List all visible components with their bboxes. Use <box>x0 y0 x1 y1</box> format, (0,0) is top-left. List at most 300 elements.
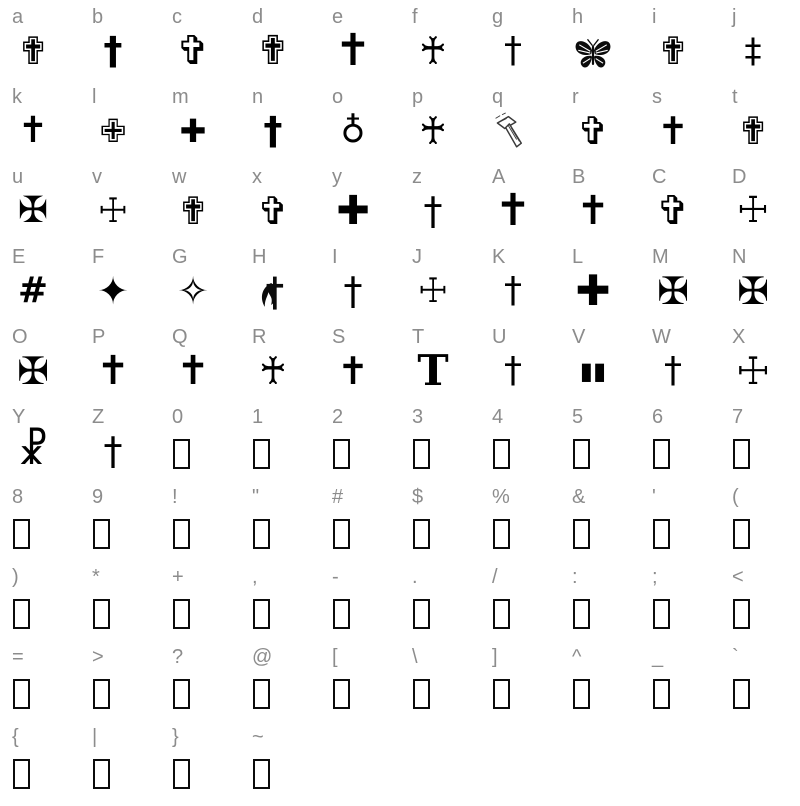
character-label: y <box>332 166 342 188</box>
character-label: 8 <box>12 486 24 508</box>
glyph-cell-66[interactable] <box>490 486 570 566</box>
missing-glyph <box>170 748 216 798</box>
outline-flared-serif-cross: ✟ <box>256 28 290 74</box>
missing-glyph-box <box>253 599 270 629</box>
character-label: . <box>412 566 418 588</box>
missing-glyph <box>730 668 776 718</box>
missing-glyph-box <box>413 439 430 469</box>
star-point-outline-cross: ✧ <box>177 269 209 313</box>
glyph-cell-64[interactable] <box>330 486 410 566</box>
glyph-cell-35[interactable] <box>410 246 490 326</box>
glyph-cell-33[interactable] <box>250 246 330 326</box>
character-label: ] <box>492 646 498 668</box>
character-label: $ <box>412 486 424 508</box>
character-label: Y <box>12 406 26 428</box>
missing-glyph-box <box>573 439 590 469</box>
glyph-cell-71[interactable] <box>90 566 170 646</box>
character-label: s <box>652 86 662 108</box>
cross-with-orb: ♁ <box>340 111 366 151</box>
glyph-cell-62[interactable] <box>170 486 250 566</box>
glyph-cell-45[interactable] <box>410 326 490 406</box>
character-label: 0 <box>172 406 184 428</box>
glyph-cell-27[interactable] <box>570 166 650 246</box>
character-label: ? <box>172 646 184 668</box>
textured-budded-cross: ✞ <box>176 28 210 74</box>
missing-glyph-box <box>653 519 670 549</box>
character-label: @ <box>252 646 273 668</box>
glyph-cell-74[interactable] <box>330 566 410 646</box>
rounded-pattee-cross: ✠ <box>17 349 49 393</box>
glyph-cell-49[interactable] <box>730 326 800 406</box>
character-label: ; <box>652 566 658 588</box>
character-label: u <box>12 166 24 188</box>
glyph-cell-36[interactable] <box>490 246 570 326</box>
thorn-cross: † <box>504 270 522 311</box>
character-label: L <box>572 246 584 268</box>
missing-glyph <box>170 508 216 558</box>
missing-glyph <box>410 428 456 478</box>
star-point-cross: ✦ <box>97 269 129 313</box>
glyph-cell-73[interactable] <box>250 566 330 646</box>
missing-glyph-box <box>13 599 30 629</box>
glyph-cell-79[interactable] <box>730 566 800 646</box>
character-label: Z <box>92 406 105 428</box>
character-label: m <box>172 86 189 108</box>
character-label: ! <box>172 486 178 508</box>
character-label: : <box>572 566 578 588</box>
glyph-cell-8[interactable] <box>650 6 730 86</box>
glyph-cell-21[interactable] <box>90 166 170 246</box>
missing-glyph-box <box>733 519 750 549</box>
missing-glyph <box>10 588 56 638</box>
missing-glyph <box>330 588 376 638</box>
glyph-cell-89[interactable] <box>730 646 800 726</box>
character-label: 9 <box>92 486 104 508</box>
missing-glyph <box>490 588 536 638</box>
glyph-cell-46[interactable] <box>490 326 570 406</box>
character-label: w <box>172 166 187 188</box>
character-label: o <box>332 86 344 108</box>
glyph-cell-39[interactable] <box>730 246 800 326</box>
glyph-cell-29[interactable] <box>730 166 800 246</box>
character-label: N <box>732 246 747 268</box>
character-label: j <box>732 6 737 28</box>
glyph-cell-19[interactable] <box>730 86 800 166</box>
missing-glyph-box <box>413 679 430 709</box>
glyph-cell-0[interactable] <box>10 6 90 86</box>
glyph-cell-22[interactable] <box>170 166 250 246</box>
character-label: n <box>252 86 264 108</box>
character-label: q <box>492 86 504 108</box>
shaded-outline-cross: ✞ <box>577 109 609 153</box>
missing-glyph <box>570 668 616 718</box>
character-label: ' <box>652 486 656 508</box>
missing-glyph-box <box>333 599 350 629</box>
character-label: r <box>572 86 579 108</box>
character-label: ( <box>732 486 739 508</box>
character-label: W <box>652 326 671 348</box>
glyph-cell-57[interactable] <box>570 406 650 486</box>
missing-glyph-box <box>573 519 590 549</box>
missing-glyph-box <box>253 759 270 789</box>
missing-glyph <box>10 668 56 718</box>
character-label: l <box>92 86 97 108</box>
outline-rounded-cross: ✟ <box>657 29 689 73</box>
cross-on-plinth: ♰ <box>418 109 448 153</box>
glyph-cell-69[interactable] <box>730 486 800 566</box>
glyph-cell-38[interactable] <box>650 246 730 326</box>
missing-glyph <box>250 428 296 478</box>
missing-glyph-box <box>253 679 270 709</box>
glyph-cell-41[interactable] <box>90 326 170 406</box>
missing-glyph-box <box>653 599 670 629</box>
glyph-cell-60[interactable] <box>10 486 90 566</box>
hammer-sketch-icon <box>490 108 536 158</box>
missing-glyph <box>250 508 296 558</box>
character-label: 3 <box>412 406 424 428</box>
glyph-cell-16[interactable] <box>490 86 570 166</box>
striped-greek-cross: ✚ <box>179 112 207 150</box>
thin-patriarchal-cross: ‡ <box>744 31 762 71</box>
missing-glyph <box>650 508 696 558</box>
glyph-cell-1[interactable] <box>90 6 170 86</box>
missing-glyph <box>490 508 536 558</box>
missing-glyph <box>490 428 536 478</box>
character-label: > <box>92 646 104 668</box>
character-label: ` <box>732 646 739 668</box>
glyph-cell-75[interactable] <box>410 566 490 646</box>
glyph-cell-93[interactable] <box>250 726 330 806</box>
glyph-cell-31[interactable] <box>90 246 170 326</box>
cross-pattee-round: ✠ <box>737 269 769 313</box>
glyph-cell-10[interactable] <box>10 86 90 166</box>
glyph-cell-78[interactable] <box>650 566 730 646</box>
glyph-cell-44[interactable] <box>330 326 410 406</box>
glyph-cell-26[interactable] <box>490 166 570 246</box>
character-label: d <box>252 6 264 28</box>
character-label: V <box>572 326 586 348</box>
character-label: h <box>572 6 584 28</box>
missing-glyph <box>330 508 376 558</box>
missing-glyph <box>330 668 376 718</box>
pointed-tip-cross: ✝ <box>17 110 49 151</box>
character-label: O <box>12 326 28 348</box>
glyph-cell-50[interactable] <box>10 406 90 486</box>
character-label: f <box>412 6 418 28</box>
missing-glyph <box>730 588 776 638</box>
solid-quadrifoil-cross: ✚ <box>336 188 370 234</box>
character-label: \ <box>412 646 418 668</box>
glyph-cell-84[interactable] <box>330 646 410 726</box>
rounded-solid-cross: ✝ <box>337 349 369 393</box>
heavy-block-cross: ✚ <box>575 266 611 315</box>
slender-cross-flared-base: † <box>103 29 123 73</box>
character-label: 1 <box>252 406 264 428</box>
glyph-cell-85[interactable] <box>410 646 490 726</box>
cross-teardrop-base: ♰ <box>418 29 448 73</box>
glyph-cell-42[interactable] <box>170 326 250 406</box>
character-label: g <box>492 6 504 28</box>
character-label: % <box>492 486 510 508</box>
glyph-cell-70[interactable] <box>10 566 90 646</box>
missing-glyph-box <box>253 439 270 469</box>
flared-base-cross: ♰ <box>258 349 288 393</box>
chi-rho: ☧ <box>17 428 49 474</box>
character-label: R <box>252 326 267 348</box>
glyph-cell-51[interactable] <box>90 406 170 486</box>
budded-thin-cross: † <box>664 350 682 391</box>
glyph-cell-55[interactable] <box>410 406 490 486</box>
methodist-cross-and-flame-icon <box>250 268 296 318</box>
glyph-cell-2[interactable] <box>170 6 250 86</box>
character-label: { <box>12 726 19 748</box>
butterfly-icon <box>570 28 616 78</box>
missing-glyph <box>250 588 296 638</box>
character-label: S <box>332 326 346 348</box>
character-label: M <box>652 246 669 268</box>
missing-glyph <box>730 508 776 558</box>
glyph-cell-80[interactable] <box>10 646 90 726</box>
character-label: K <box>492 246 506 268</box>
outline-latin-cross: ✟ <box>177 189 209 233</box>
character-label: 4 <box>492 406 504 428</box>
dashed-slim-cross: † <box>504 30 522 71</box>
missing-glyph <box>90 588 136 638</box>
glyph-cell-17[interactable] <box>570 86 650 166</box>
character-label: p <box>412 86 424 108</box>
character-label: / <box>492 566 498 588</box>
character-label: b <box>92 6 104 28</box>
glyph-cell-3[interactable] <box>250 6 330 86</box>
glyph-cell-83[interactable] <box>250 646 330 726</box>
character-label: C <box>652 166 667 188</box>
cross-with-heart: † <box>263 109 283 153</box>
methodist-icon <box>251 272 295 316</box>
hammer-icon <box>491 112 535 156</box>
diamond-center-cross: ✝ <box>657 109 689 153</box>
missing-glyph-box <box>653 439 670 469</box>
glyph-cell-14[interactable] <box>330 86 410 166</box>
missing-glyph <box>730 428 776 478</box>
missing-glyph-box <box>173 439 190 469</box>
character-label: + <box>172 566 184 588</box>
glyph-cell-61[interactable] <box>90 486 170 566</box>
glyph-cell-43[interactable] <box>250 326 330 406</box>
glyph-cell-59[interactable] <box>730 406 800 486</box>
cross-crosslet: ☩ <box>417 271 449 311</box>
glyph-cell-5[interactable] <box>410 6 490 86</box>
character-label: H <box>252 246 267 268</box>
glyph-cell-32[interactable] <box>170 246 250 326</box>
slim-dagger-cross: † <box>103 429 123 473</box>
ball-tip-cross: † <box>504 350 522 391</box>
glyph-cell-63[interactable] <box>250 486 330 566</box>
missing-glyph-box <box>173 759 190 789</box>
missing-glyph <box>10 748 56 798</box>
character-label: , <box>252 566 258 588</box>
missing-glyph <box>650 668 696 718</box>
character-label: t <box>732 86 738 108</box>
glyph-cell-77[interactable] <box>570 566 650 646</box>
lattice-cross: # <box>17 270 49 311</box>
glyph-cell-23[interactable] <box>250 166 330 246</box>
character-label: & <box>572 486 586 508</box>
glyph-cell-90[interactable] <box>10 726 90 806</box>
character-label: T <box>412 326 425 348</box>
missing-glyph-box <box>333 519 350 549</box>
glyph-cell-25[interactable] <box>410 166 490 246</box>
missing-glyph-box <box>573 599 590 629</box>
character-label: < <box>732 566 744 588</box>
character-label: 2 <box>332 406 344 428</box>
missing-glyph <box>570 428 616 478</box>
glyph-cell-67[interactable] <box>570 486 650 566</box>
character-label: X <box>732 326 746 348</box>
butterfly-icon <box>571 32 615 76</box>
celtic-ring-cross: ✝ <box>576 188 610 234</box>
character-label: J <box>412 246 422 268</box>
glyph-cell-92[interactable] <box>170 726 250 806</box>
missing-glyph <box>170 668 216 718</box>
glyph-cell-7[interactable] <box>570 6 650 86</box>
character-label: G <box>172 246 188 268</box>
missing-glyph <box>650 428 696 478</box>
glyph-cell-34[interactable] <box>330 246 410 326</box>
missing-glyph-box <box>493 599 510 629</box>
glyph-cell-6[interactable] <box>490 6 570 86</box>
missing-glyph <box>410 588 456 638</box>
missing-glyph-box <box>253 519 270 549</box>
character-label: 6 <box>652 406 664 428</box>
missing-glyph-box <box>413 599 430 629</box>
glyph-cell-68[interactable] <box>650 486 730 566</box>
character-label: P <box>92 326 106 348</box>
heart-top-outline-cross: ✟ <box>737 109 769 153</box>
character-label: e <box>332 6 344 28</box>
glyph-cell-76[interactable] <box>490 566 570 646</box>
character-label: Q <box>172 326 188 348</box>
glyph-cell-58[interactable] <box>650 406 730 486</box>
missing-glyph-box <box>333 679 350 709</box>
character-label: A <box>492 166 506 188</box>
character-label: k <box>12 86 22 108</box>
glyph-cell-37[interactable] <box>570 246 650 326</box>
missing-glyph-box <box>733 679 750 709</box>
missing-glyph-box <box>13 519 30 549</box>
glyph-cell-81[interactable] <box>90 646 170 726</box>
missing-glyph-box <box>493 679 510 709</box>
missing-glyph-box <box>13 679 30 709</box>
glyph-cell-40[interactable] <box>10 326 90 406</box>
missing-glyph-box <box>653 679 670 709</box>
character-label: ^ <box>572 646 582 668</box>
glyph-cell-11[interactable] <box>90 86 170 166</box>
character-label: i <box>652 6 657 28</box>
glyph-cell-53[interactable] <box>250 406 330 486</box>
cross-with-heart-ribbon: † <box>423 189 443 233</box>
missing-glyph-box <box>573 679 590 709</box>
glyph-cell-56[interactable] <box>490 406 570 486</box>
missing-glyph-box <box>173 679 190 709</box>
missing-glyph <box>570 588 616 638</box>
character-label: B <box>572 166 586 188</box>
heavy-latin-cross: ✝ <box>494 185 532 236</box>
radiant-cross: ✝ <box>96 348 130 394</box>
outline-latin-cross: ✞ <box>656 188 690 234</box>
missing-glyph <box>490 668 536 718</box>
double-bars-glyph: ▮▮ <box>579 357 607 385</box>
glyph-cell-9[interactable] <box>730 6 800 86</box>
thin-latin-cross: † <box>343 269 363 313</box>
radiant-cross-rays: ✝ <box>176 348 210 394</box>
character-label: U <box>492 326 507 348</box>
character-label: v <box>92 166 102 188</box>
missing-glyph-box <box>173 519 190 549</box>
missing-glyph-box <box>93 759 110 789</box>
heavy-budded-crosslet: ☩ <box>735 349 771 393</box>
glyph-cell-20[interactable] <box>10 166 90 246</box>
glyph-cell-54[interactable] <box>330 406 410 486</box>
missing-glyph <box>570 508 616 558</box>
missing-glyph-box <box>173 599 190 629</box>
glyph-cell-15[interactable] <box>410 86 490 166</box>
glyph-cell-48[interactable] <box>650 326 730 406</box>
character-label: ) <box>12 566 19 588</box>
glyph-cell-30[interactable] <box>10 246 90 326</box>
character-label: F <box>92 246 105 268</box>
character-label: = <box>12 646 24 668</box>
character-label: 7 <box>732 406 744 428</box>
missing-glyph <box>410 668 456 718</box>
character-label: E <box>12 246 26 268</box>
character-label: x <box>252 166 262 188</box>
character-label: | <box>92 726 98 748</box>
glyph-cell-28[interactable] <box>650 166 730 246</box>
glyph-cell-91[interactable] <box>90 726 170 806</box>
glyph-cell-88[interactable] <box>650 646 730 726</box>
glyph-cell-13[interactable] <box>250 86 330 166</box>
missing-glyph-box <box>93 599 110 629</box>
dotted-outline-cross: ✞ <box>257 189 289 233</box>
glyph-cell-18[interactable] <box>650 86 730 166</box>
glyph-cell-4[interactable] <box>330 6 410 86</box>
character-label: " <box>252 486 260 508</box>
character-label: I <box>332 246 338 268</box>
glyph-cell-12[interactable] <box>170 86 250 166</box>
character-label: ~ <box>252 726 264 748</box>
ornate-latin-cross: ✟ <box>17 29 49 73</box>
glyph-cell-87[interactable] <box>570 646 650 726</box>
glyph-cell-52[interactable] <box>170 406 250 486</box>
missing-glyph <box>330 428 376 478</box>
missing-glyph <box>650 588 696 638</box>
missing-glyph-box <box>733 599 750 629</box>
character-label: 5 <box>572 406 584 428</box>
tau-cross: T <box>417 346 449 395</box>
character-label: * <box>92 566 100 588</box>
glyph-cell-82[interactable] <box>170 646 250 726</box>
character-label: [ <box>332 646 338 668</box>
glyph-cell-72[interactable] <box>170 566 250 646</box>
glyph-cell-24[interactable] <box>330 166 410 246</box>
heavy-latin-cross: ✝ <box>334 25 372 76</box>
missing-glyph-box <box>93 519 110 549</box>
glyph-cell-65[interactable] <box>410 486 490 566</box>
glyph-cell-47[interactable] <box>570 326 650 406</box>
missing-glyph <box>170 428 216 478</box>
character-label: D <box>732 166 747 188</box>
glyph-cell-86[interactable] <box>490 646 570 726</box>
